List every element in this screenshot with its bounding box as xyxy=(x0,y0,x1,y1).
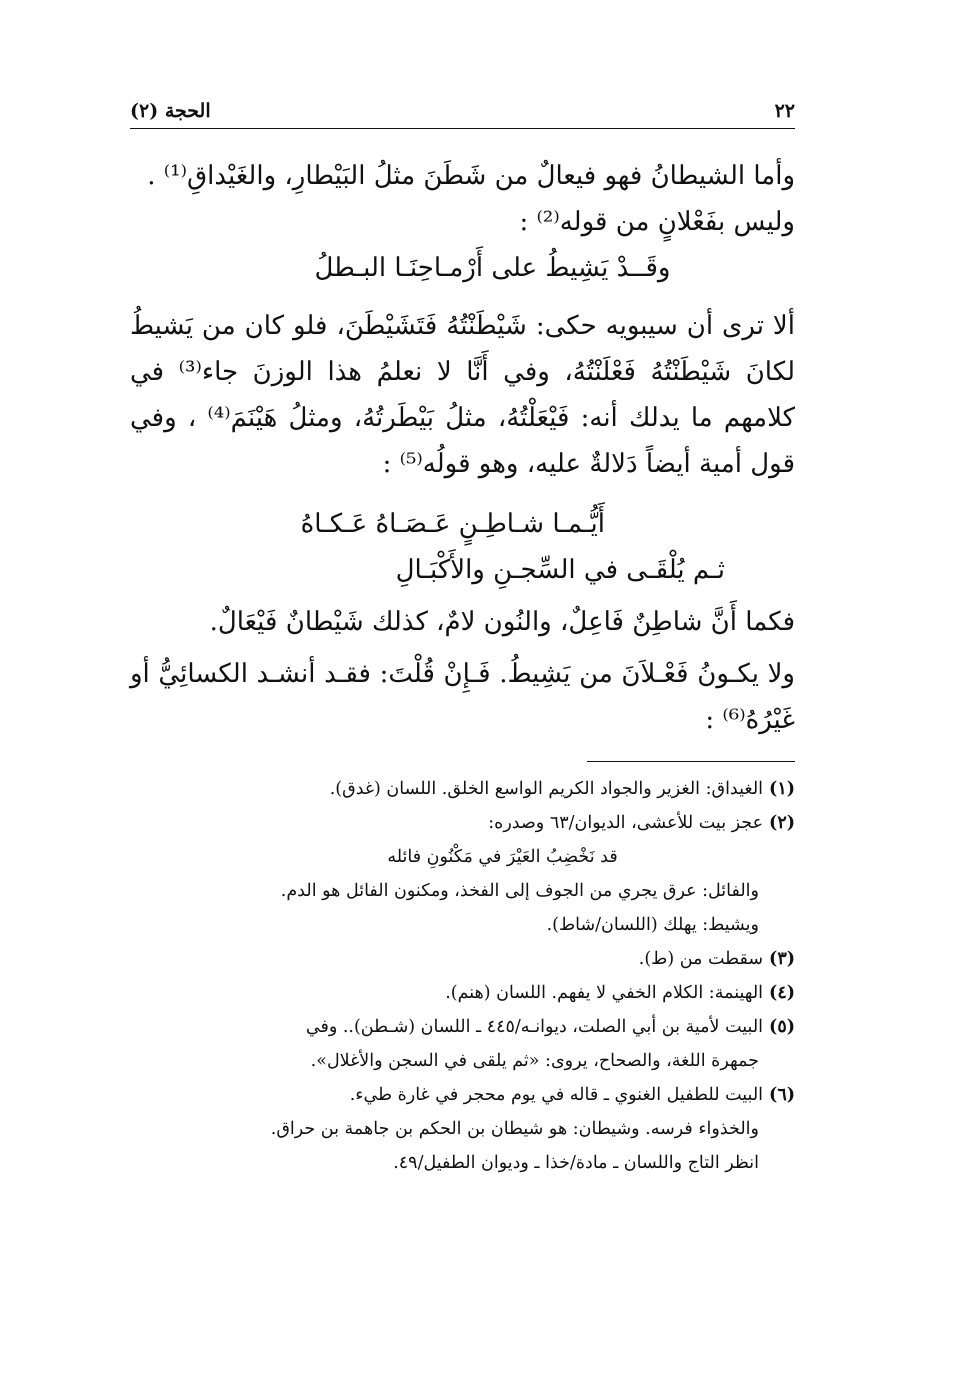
paragraph: فكما أَنَّ شاطِنٌ فَاعِلٌ، والنُون لامٌ، كذلك شَيْطانٌ فَيْعَالٌ. xyxy=(209,607,795,637)
paragraph: ألا ترى أن سيبويه حكى: شَيْطَنْتُهُ فَتَشَيْطَنَ، فلو كان من يَشيطُ لكانَ شَيْطَنْتُهُ فَعْلَنْتُهُ، وفي أَنَّا لا نعلمُ هذا الوزنَ جاء⁽³⁾ في كلامهم ما يدلك أنه: فَيْعَلْتُهُ، مثلُ بَيْطَرتُهُ، ومثلُ هَيْنَمَ⁽⁴⁾ ، وفي قول أمية أيضاً دَلالةٌ عليه، وهو قولُه⁽⁵⁾ : xyxy=(130,311,795,479)
footnote: (٤)الهينمة: الكلام الخفي لا يفهم. اللسان (هنم). xyxy=(445,983,795,1003)
verse-line: ثـم يُلْقَـى في السِّجـنِ والأَكْبَـالِ xyxy=(395,555,725,585)
page-header xyxy=(130,92,795,129)
verse-line: أَيُّـمـا شـاطِـنٍ عَـصَـاهُ عَـكـاهُ xyxy=(300,509,605,539)
footnote-continuation: جمهرة اللغة، والصحاح، يروى: «ثم يلقى في السجن والأغلال». xyxy=(310,1051,759,1071)
footnote-verse: قد نَخْضِبُ العَيْرَ في مَكْنُونِ فائله xyxy=(387,847,618,867)
verse-line: وقَــدْ يَشِيطُ على أَرْمـاحِنَـا البـطلُ xyxy=(314,253,671,283)
running-title: الحجة (٢) xyxy=(130,100,211,122)
footnote: (٢)عجز بيت للأعشى، الديوان/٦٣ وصدره: xyxy=(488,813,795,833)
footnote-continuation: ويشيط: يهلك (اللسان/شاط). xyxy=(546,915,759,935)
footnote: (٦)البيت للطفيل الغنوي ـ قاله في يوم محجر في غارة طيء. xyxy=(349,1085,795,1105)
page-number: ٢٢ xyxy=(774,100,795,122)
main-text xyxy=(130,153,795,743)
page xyxy=(130,92,795,1180)
footnotes xyxy=(130,772,795,1180)
text-line: وليس بفَعْلانٍ من قوله⁽²⁾ : xyxy=(519,207,795,237)
footnote-continuation: والفائل: عرق يجري من الجوف إلى الفخذ، ومكنون الفائل هو الدم. xyxy=(280,881,759,901)
paragraph: ولا يكـونُ فَعْـلاَنَ من يَشِيطُ. فَـإِنْ قُلْتَ: فقـد أنشـد الكسائِيُّ أو غَيْرُهُ⁽⁶⁾ : xyxy=(130,659,795,735)
footnote: (١)الغيداق: الغزير والجواد الكريم الواسع الخلق. اللسان (غدق). xyxy=(329,779,795,799)
footnote-separator xyxy=(587,761,795,762)
footnote: (٥)البيت لأمية بن أبي الصلت، ديوانـه/٤٤٥ ـ اللسان (شـطن).. وفي xyxy=(305,1017,795,1037)
text-line: وأما الشيطانُ فهو فيعالٌ من شَطَنَ مثلُ البَيْطارِ، والغَيْداقِ⁽¹⁾ . xyxy=(147,161,795,191)
footnote: (٣)سقطت من (ط). xyxy=(638,949,795,969)
footnote-continuation: انظر التاج واللسان ـ مادة/خذا ـ وديوان الطفيل/٤٩. xyxy=(393,1153,759,1173)
footnote-continuation: والخذواء فرسه. وشيطان: هو شيطان بن الحكم بن جاهمة بن حراق. xyxy=(270,1119,759,1139)
